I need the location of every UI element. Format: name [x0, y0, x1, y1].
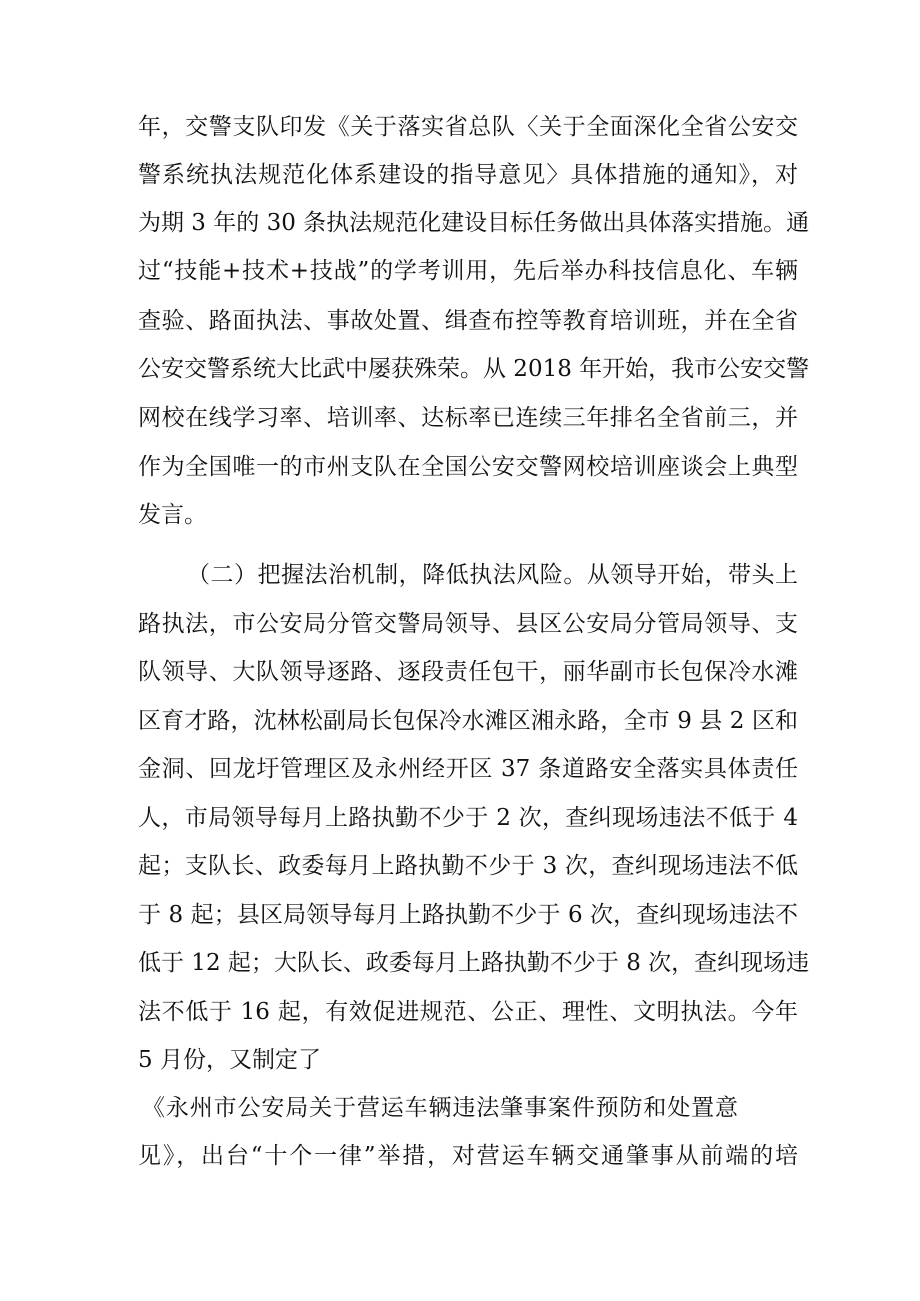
text-line: 队领导、大队领导逐路、逐段责任包干，丽华副市长包保冷水滩	[138, 659, 798, 685]
text-line: 路执法，市公安局分管交警局领导、县区公安局分管局领导、支	[138, 611, 798, 637]
text-line: 区育才路，沈林松副局长包保冷水滩区湘永路，全市 9 县 2 区和	[138, 708, 798, 734]
text-line: 公安交警系统大比武中屡获殊荣。从 2018 年开始，我市公安交警	[138, 356, 810, 382]
text-line: 见》，出台“十个一律”举措，对营运车辆交通肇事从前端的培	[138, 1143, 798, 1169]
text-line: 年，交警支队印发《关于落实省总队〈关于全面深化全省公安交	[138, 114, 798, 140]
text-line: 低于 12 起；大队长、政委每月上路执勤不少于 8 次，查纠现场违	[138, 950, 810, 976]
text-line: 作为全国唯一的市州支队在全国公安交警网校培训座谈会上典型	[138, 454, 798, 480]
text-line: 于 8 起；县区局领导每月上路执勤不少于 6 次，查纠现场违法不	[138, 902, 798, 928]
text-line: 为期 3 年的 30 条执法规范化建设目标任务做出具体落实措施。通	[138, 210, 810, 236]
text-line: 起；支队长、政委每月上路执勤不少于 3 次，查纠现场违法不低	[138, 853, 798, 879]
text-line: 金洞、回龙圩管理区及永州经开区 37 条道路安全落实具体责任	[138, 756, 798, 782]
text-line: 5 月份，又制定了	[138, 1047, 321, 1073]
text-line: 人，市局领导每月上路执勤不少于 2 次，查纠现场违法不低于 4	[138, 805, 798, 831]
text-line: 发言。	[138, 502, 207, 528]
text-line: 警系统执法规范化体系建设的指导意见〉具体措施的通知》，对	[138, 162, 798, 188]
text-line: 法不低于 16 起，有效促进规范、公正、理性、文明执法。今年	[138, 999, 798, 1025]
text-line: 网校在线学习率、培训率、达标率已连续三年排名全省前三，并	[138, 405, 798, 431]
text-line: 过“技能+技术+技战”的学考训用，先后举办科技信息化、车辆	[138, 258, 798, 284]
text-line: （二）把握法治机制，降低执法风险。从领导开始，带头上	[187, 562, 798, 588]
text-line: 查验、路面执法、事故处置、缉查布控等教育培训班，并在全省	[138, 308, 798, 334]
text-line: 《永州市公安局关于营运车辆违法肇事案件预防和处置意	[142, 1095, 738, 1121]
